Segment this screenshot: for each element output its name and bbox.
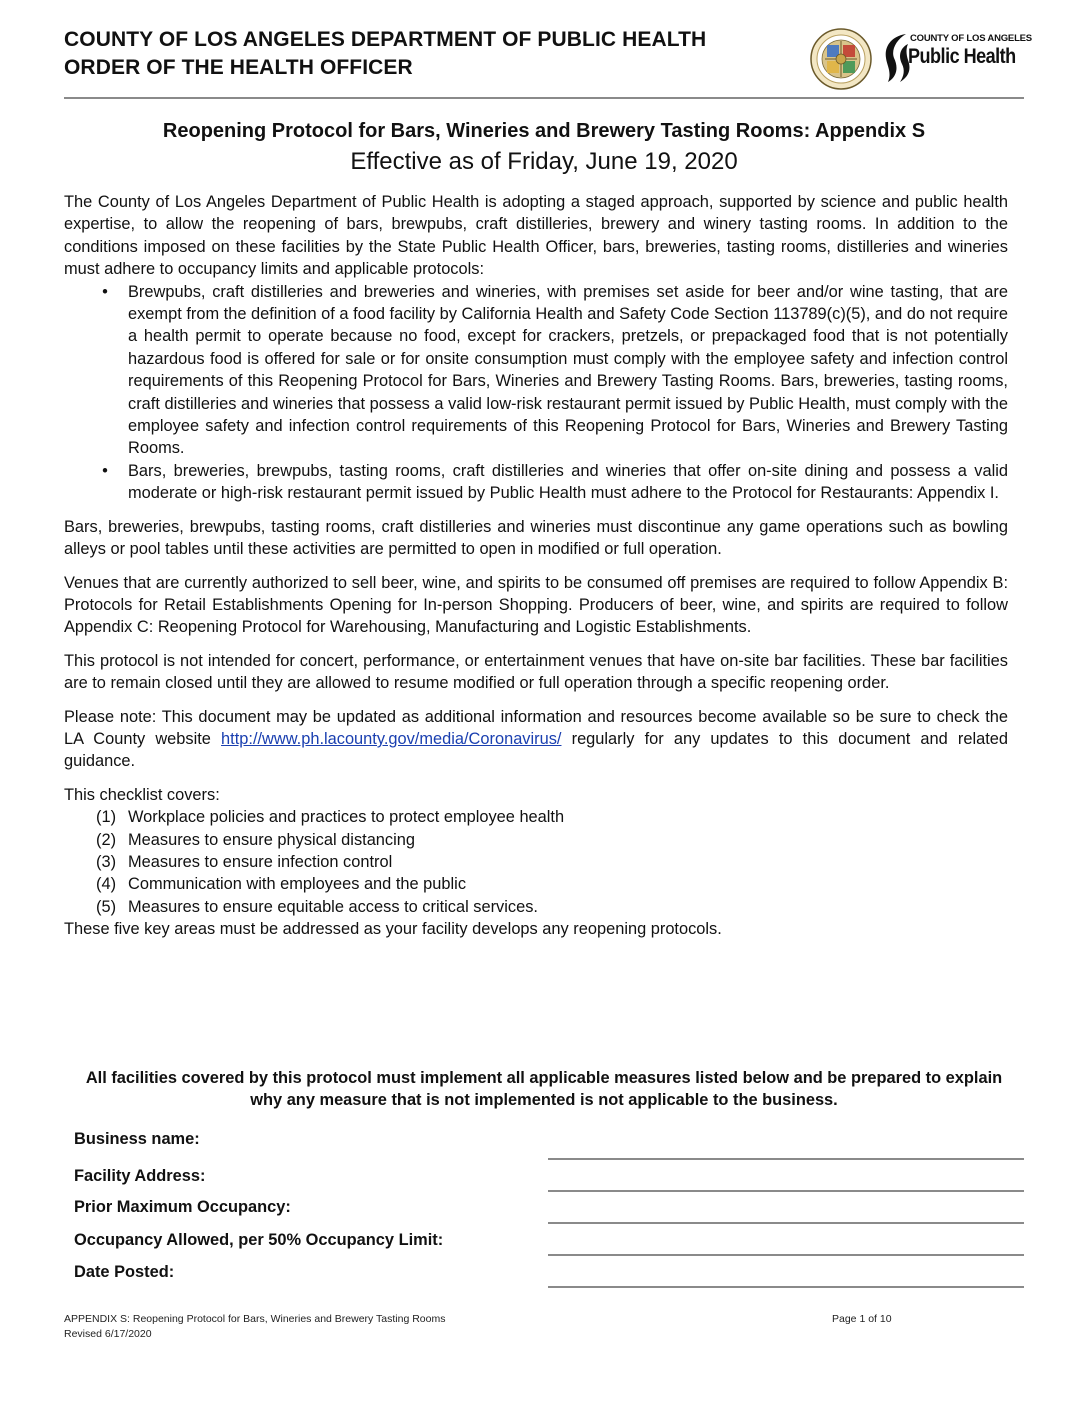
header-order: ORDER OF THE HEALTH OFFICER (64, 56, 413, 79)
checklist-item (64, 851, 1008, 873)
facility-info-form (74, 1128, 1034, 1298)
footer-appendix: APPENDIX S: Reopening Protocol for Bars, Wineries and Brewery Tasting Rooms (64, 1313, 446, 1325)
checklist-text: Measures to ensure physical distancing (128, 830, 415, 849)
coronavirus-website-link[interactable]: http://www.ph.lacounty.gov/media/Coronavirus/ (221, 729, 562, 748)
document-header (64, 26, 1032, 96)
bullet-text: Bars, breweries, brewpubs, tasting rooms, craft distilleries and wineries that offer on-site dining and possess a valid moderate or high-risk restaurant permit issued by Public Health must adhere to the Protocol for Restaurants: Appendix I. (128, 461, 1008, 503)
business-name-field[interactable] (548, 1158, 1024, 1160)
note-text-end: regularly for any updates to this document and related guidance. (64, 729, 1008, 771)
bullet-icon: • (102, 282, 108, 301)
logo-county-text: COUNTY OF LOS ANGELES (910, 33, 1032, 44)
document-body (64, 191, 1008, 941)
facility-address-field[interactable] (548, 1190, 1024, 1192)
facility-address-label: Facility Address: (74, 1167, 206, 1185)
intro-paragraph: The County of Los Angeles Department of Public Health is adopting a staged approach, supported by science and public health expertise, to allow the reopening of bars, brewpubs, craft distilleries, brewery and winery tasting rooms. In addition to the conditions imposed on these facilities by the State Public Health Officer, bars, breweries, tasting rooms, distilleries and wineries must adhere to occupancy limits and applicable protocols: (64, 193, 1008, 279)
bullet-text: Brewpubs, craft distilleries and breweries and wineries, with premises set aside for beer and/or wine tasting, that are exempt from the definition of a food facility by California Health and Safety Code Section 113789(c)(5), and do not require a health permit to operate because no food, except for crackers, pretzels, or prepackaged food that is not potentially hazardous food is offered for sale or for onsite consumption must comply with the employee safety and infection control requirements of this Reopening Protocol for Bars, Wineries and Brewery Tasting Rooms. Bars, breweries, tasting rooms, craft distilleries and wineries that possess a valid low-risk restaurant permit issued by Public Health, must comply with the employee safety and infection control requirements of this Reopening Protocol for Bars, Wineries and Brewery Tasting Rooms. (128, 282, 1008, 458)
prior-max-occupancy-field[interactable] (548, 1222, 1024, 1224)
bullet-list (64, 281, 1008, 505)
checklist-number: (1) (96, 808, 117, 827)
header-divider (64, 97, 1024, 99)
checklist-text: Measures to ensure infection control (128, 852, 393, 871)
checklist-item (64, 829, 1008, 851)
footer-revised: Revised 6/17/2020 (64, 1328, 152, 1340)
checklist-intro: This checklist covers: (64, 785, 220, 804)
public-health-mark-icon (878, 30, 912, 86)
document-footer (64, 1312, 1024, 1342)
checklist-item (64, 896, 1008, 918)
checklist-text: Workplace policies and practices to protect employee health (128, 808, 565, 827)
document-title: Reopening Protocol for Bars, Wineries and Brewery Tasting Rooms: Appendix S (162, 120, 926, 142)
checklist-number: (2) (96, 830, 117, 849)
note-text: Please note: This document may be updated as additional information and resources become available so be sure to check the LA County website (64, 707, 1008, 748)
bullet-item (64, 460, 1008, 505)
occupancy-allowed-label: Occupancy Allowed, per 50% Occupancy Limit: (74, 1231, 444, 1249)
concert-paragraph: This protocol is not intended for concert, performance, or entertainment venues that have on-site bar facilities. These bar facilities are to remain closed until they are allowed to resume modified or full operation through a specific reopening order. (64, 651, 1008, 693)
checklist-item (64, 873, 1008, 895)
header-logos (810, 28, 1032, 94)
checklist-text: Measures to ensure equitable access to critical services. (128, 897, 538, 916)
county-seal-icon (810, 28, 872, 90)
checklist-text: Communication with employees and the public (128, 875, 467, 894)
checklist-item (64, 806, 1008, 828)
bullet-icon: • (102, 461, 108, 480)
note-paragraph (64, 706, 1008, 773)
footer-page-number: Page 1 of 10 (832, 1313, 892, 1325)
games-paragraph: Bars, breweries, brewpubs, tasting rooms, craft distilleries and wineries must discontinue any game operations such as bowling alleys or pool tables until these activities are permitted to open in modified or full operation. (64, 517, 1008, 559)
checklist-list (64, 806, 1008, 918)
occupancy-allowed-field[interactable] (548, 1254, 1024, 1256)
date-posted-field[interactable] (548, 1286, 1024, 1288)
checklist-number: (3) (96, 852, 117, 871)
date-posted-label: Date Posted: (74, 1263, 175, 1281)
key-areas-paragraph: These five key areas must be addressed as your facility develops any reopening protocols. (64, 920, 722, 939)
checklist-number: (4) (96, 875, 117, 894)
public-health-logo (878, 30, 1032, 88)
effective-date: Effective as of Friday, June 19, 2020 (350, 148, 738, 175)
header-department: COUNTY OF LOS ANGELES DEPARTMENT OF PUBLIC HEALTH (64, 28, 707, 51)
business-name-label: Business name: (74, 1130, 200, 1148)
implementation-notice: All facilities covered by this protocol must implement all applicable measures listed below and be prepared to explain why any measure that is not implemented is not applicable to the business. (85, 1069, 1003, 1110)
logo-public-health-text: Public Health (908, 45, 1016, 68)
bullet-item (64, 281, 1008, 460)
prior-max-occupancy-label: Prior Maximum Occupancy: (74, 1198, 291, 1216)
checklist-number: (5) (96, 897, 117, 916)
venues-paragraph: Venues that are currently authorized to sell beer, wine, and spirits to be consumed off premises are required to follow Appendix B: Protocols for Retail Establishments Opening for In-person Shopping. Producers of beer, wine, and spirits are required to follow Appendix C: Reopening Protocol for Warehousing, Manufacturing and Logistic Establishments. (64, 573, 1008, 637)
